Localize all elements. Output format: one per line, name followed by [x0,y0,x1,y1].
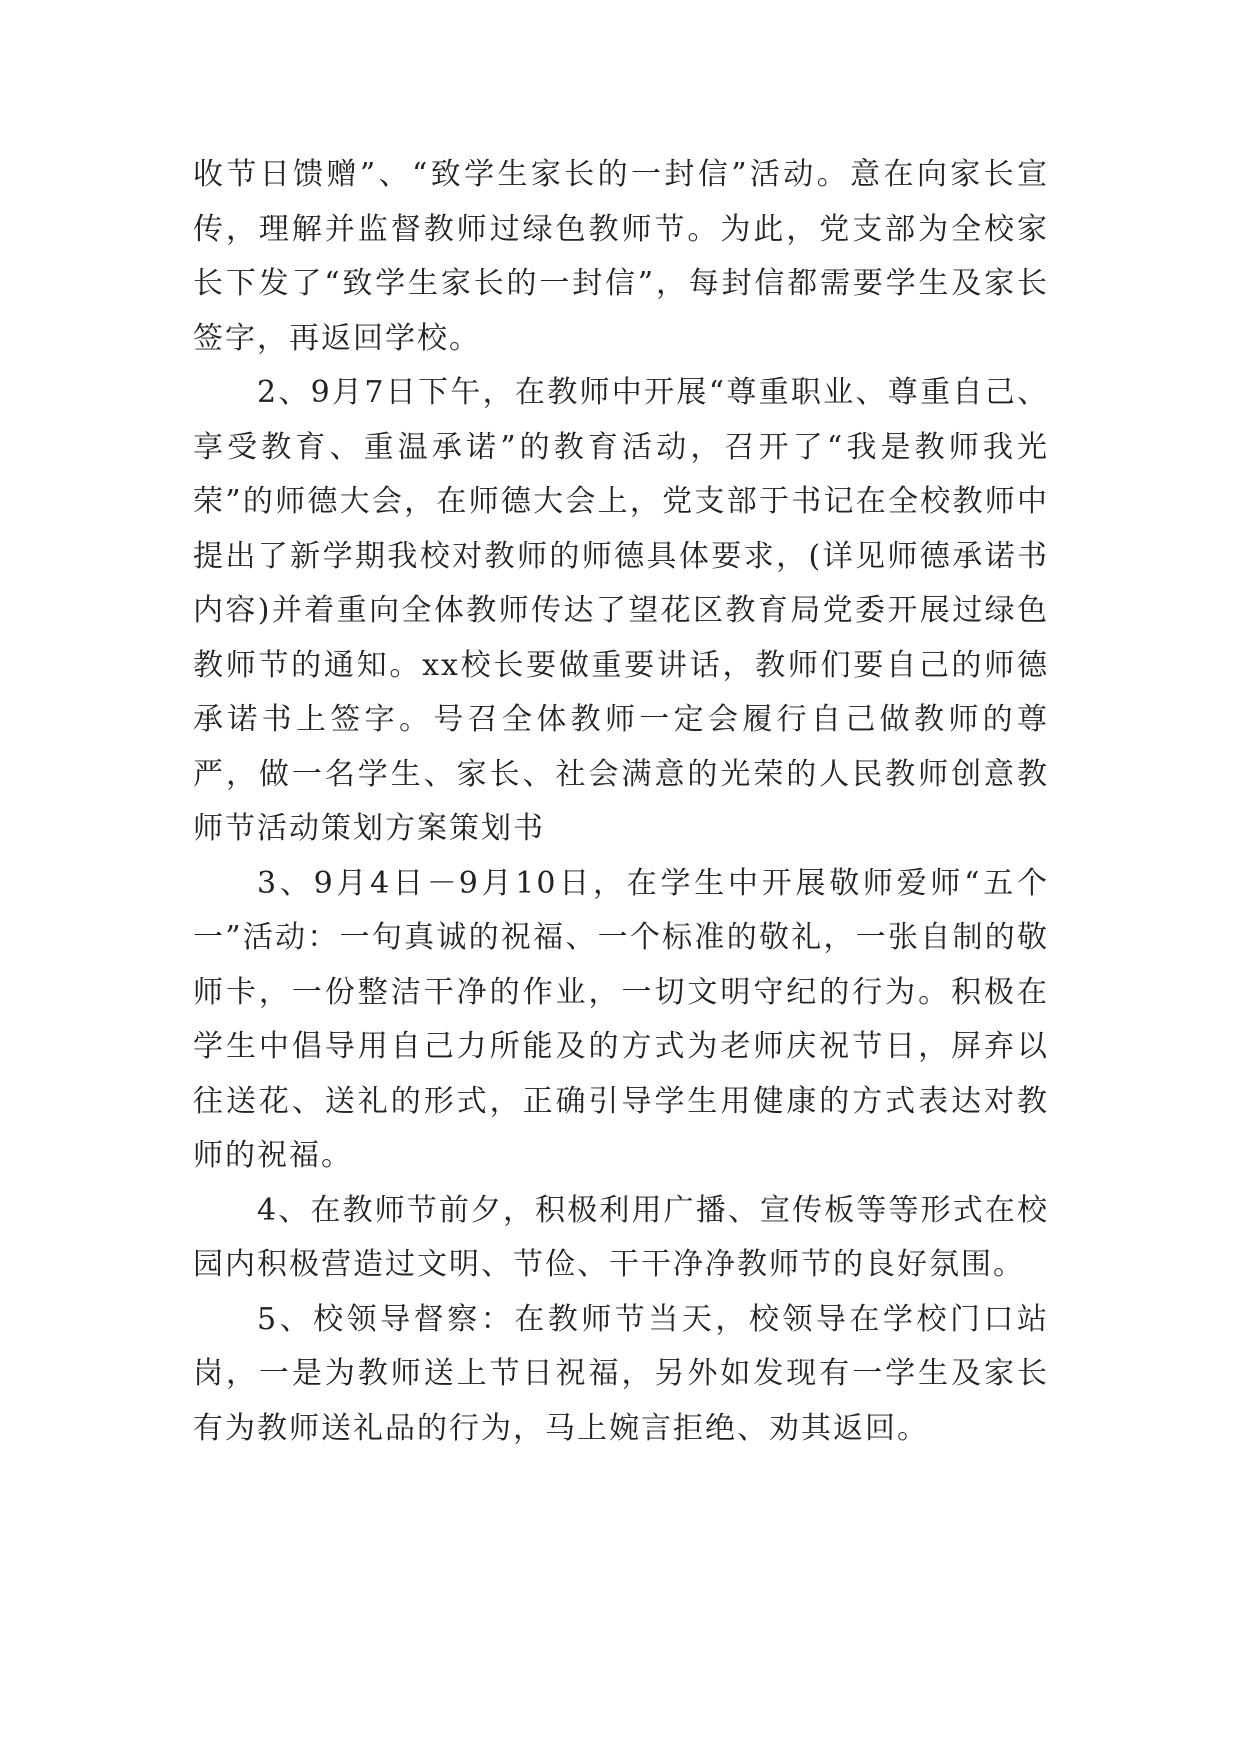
paragraph-item-2: 2、9月7日下午，在教师中开展“尊重职业、尊重自己、享受教育、重温承诺”的教育活动，召开了“我是教师我光荣”的师德大会，在师德大会上，党支部于书记在全校教师中提出了新学期我校对教师的师德具体要求，(详见师德承诺书内容)并着重向全体教师传达了望花区教育局党委开展过绿色教师节的通知。xx校长要做重要讲话，教师们要自己的师德承诺书上签字。号召全体教师一定会履行自己做教师的尊严，做一名学生、家长、社会满意的光荣的人民教师创意教师节活动策划方案策划书 [193,375,1049,846]
paragraph-continuation: 收节日馈赠”、“致学生家长的一封信”活动。意在向家长宣传，理解并监督教师过绿色教师节。为此，党支部为全校家长下发了“致学生家长的一封信”，每封信都需要学生及家长签字，再返回学校。 [193,157,1049,356]
paragraph-item-5: 5、校领导督察：在教师节当天，校领导在学校门口站岗，一是为教师送上节日祝福，另外如发现有一学生及家长有为教师送礼品的行为，马上婉言拒绝、劝其返回。 [193,1301,1049,1446]
paragraph-item-3: 3、9月4日－9月10日，在学生中开展敬师爱师“五个一”活动：一句真诚的祝福、一个标准的敬礼，一张自制的敬师卡，一份整洁干净的作业，一切文明守纪的行为。积极在学生中倡导用自己力所能及的方式为老师庆祝节日，屏弃以往送花、送礼的形式，正确引导学生用健康的方式表达对教师的祝福。 [193,865,1049,1173]
paragraph-item-4: 4、在教师节前夕，积极利用广播、宣传板等等形式在校园内积极营造过文明、节俭、干干净净教师节的良好氛围。 [193,1192,1049,1282]
document-body [193,148,1049,1456]
